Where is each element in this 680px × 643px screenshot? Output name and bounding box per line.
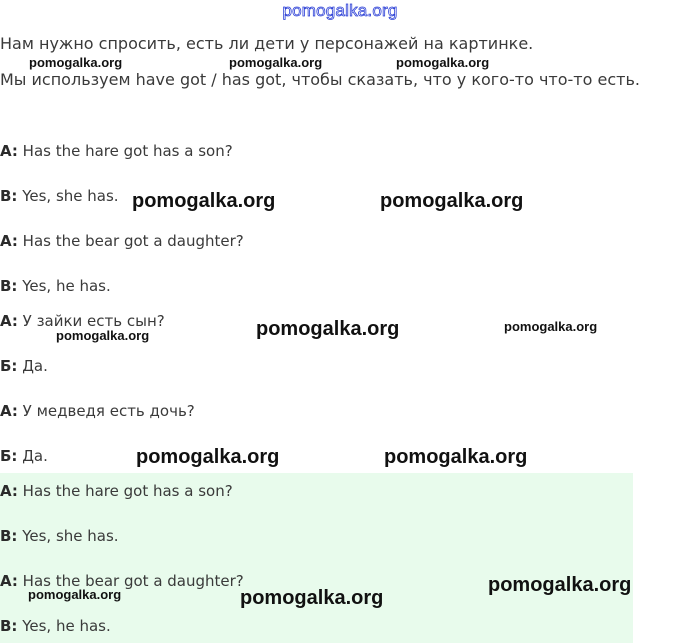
answer-text: Has the bear got a daughter? [17, 572, 244, 590]
watermark: pomogalka.org [56, 328, 150, 343]
watermark: pomogalka.org [29, 55, 123, 70]
watermark: pomogalka.org [136, 446, 280, 468]
dialogue-line-6 [0, 357, 48, 375]
watermark: pomogalka.org [384, 446, 528, 468]
speaker-label: A: [0, 142, 18, 160]
answer-text: Yes, she has. [17, 527, 119, 545]
header-watermark: pomogalka.org [282, 1, 398, 20]
dialogue-text: Yes, she has. [17, 187, 119, 205]
dialogue-text: У медведя есть дочь? [17, 402, 195, 420]
answer-line-2 [0, 527, 119, 545]
speaker-label: Б: [0, 357, 18, 375]
intro-line-1: Нам нужно спросить, есть ли дети у персонажей на картинке. [0, 34, 534, 53]
dialogue-line-3 [0, 232, 244, 250]
watermark: pomogalka.org [504, 319, 598, 334]
dialogue-line-7 [0, 402, 195, 420]
dialogue-line-8 [0, 447, 48, 465]
speaker-label: A: [0, 572, 18, 590]
answer-line-4 [0, 617, 111, 635]
dialogue-text: Да. [17, 447, 48, 465]
speaker-label: B: [0, 527, 18, 545]
speaker-label: B: [0, 617, 18, 635]
speaker-label: B: [0, 187, 18, 205]
watermark: pomogalka.org [28, 587, 122, 602]
watermark: pomogalka.org [240, 587, 384, 609]
watermark: pomogalka.org [229, 55, 323, 70]
dialogue-text: Has the bear got a daughter? [17, 232, 244, 250]
watermark: pomogalka.org [488, 574, 632, 596]
speaker-label: A: [0, 312, 18, 330]
watermark: pomogalka.org [256, 318, 400, 340]
speaker-label: A: [0, 402, 18, 420]
watermark: pomogalka.org [132, 190, 276, 212]
speaker-label: A: [0, 232, 18, 250]
speaker-label: A: [0, 482, 18, 500]
answer-text: Has the hare got has a son? [17, 482, 233, 500]
dialogue-text: Yes, he has. [17, 277, 111, 295]
speaker-label: B: [0, 277, 18, 295]
dialogue-line-1 [0, 142, 233, 160]
dialogue-text: Has the hare got has a son? [17, 142, 233, 160]
dialogue-line-2 [0, 187, 119, 205]
answer-text: Yes, he has. [17, 617, 111, 635]
dialogue-text: Да. [17, 357, 48, 375]
watermark: pomogalka.org [380, 190, 524, 212]
watermark: pomogalka.org [396, 55, 490, 70]
answer-line-1 [0, 482, 233, 500]
dialogue-line-4 [0, 277, 111, 295]
dialogue-text: У зайки есть сын? [17, 312, 165, 330]
speaker-label: Б: [0, 447, 18, 465]
intro-line-2: Мы используем have got / has got, чтобы сказать, что у кого-то что-то есть. [0, 70, 640, 89]
